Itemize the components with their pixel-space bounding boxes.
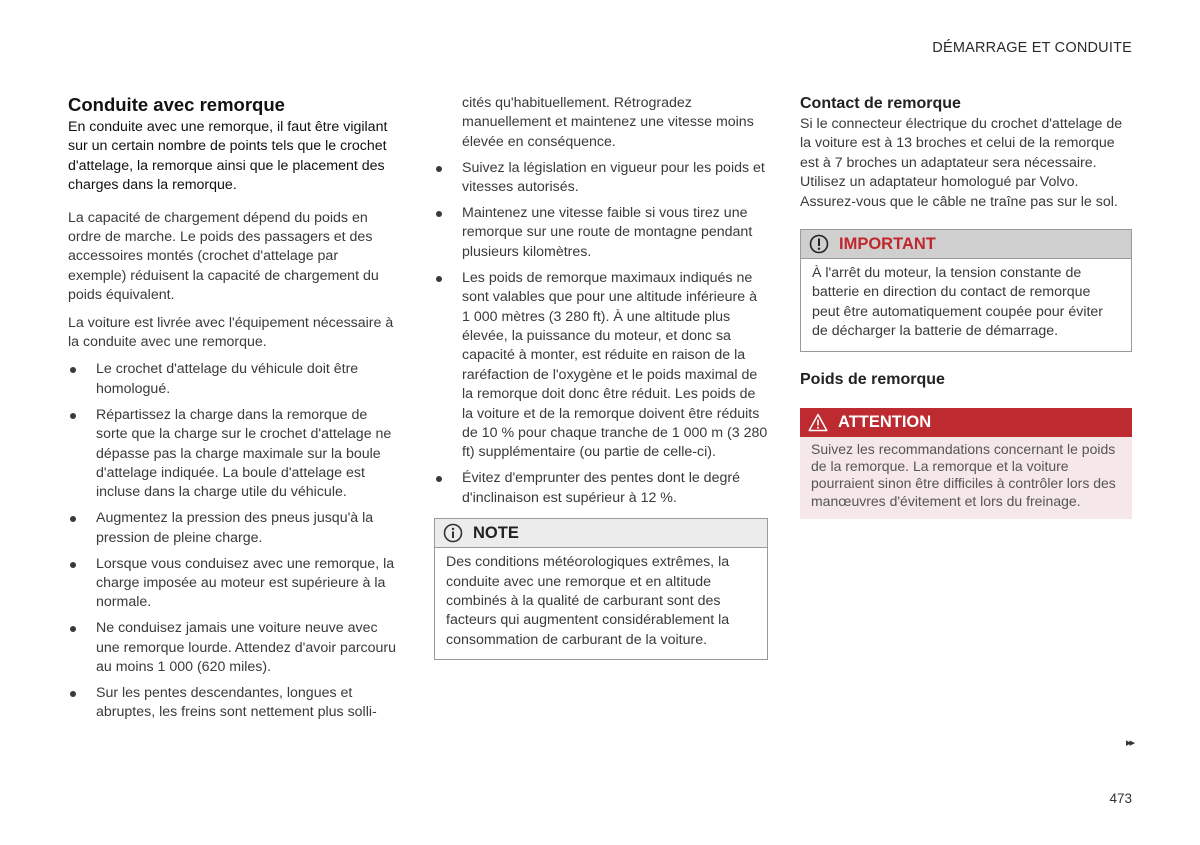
bullet-icon — [70, 626, 76, 632]
column-middle — [434, 94, 768, 660]
list-item: Lorsque vous conduisez avec une remorque, la charge imposée au moteur est supérieure à la normale. — [68, 555, 400, 613]
important-header — [801, 230, 1131, 259]
attention-text: Suivez les recommandations concernant le poids de la remorque. La remorque et la voiture pourraient sinon être difficiles à contrôler lors des manœuvres d'évitement et lors du freinage. — [811, 440, 1116, 509]
column-left — [68, 94, 400, 729]
important-box — [800, 229, 1132, 352]
section-title: Conduite avec remorque — [68, 94, 285, 115]
list-item: Le crochet d'attelage du véhicule doit être homologué. — [68, 360, 400, 399]
important-title: IMPORTANT — [839, 234, 936, 253]
list-item-continuation: cités qu'habituellement. Rétrogradez manuellement et maintenez une vitesse moins élevée en conséquence. — [462, 95, 754, 150]
bullet-icon — [70, 516, 76, 522]
note-body — [435, 548, 767, 659]
important-body — [801, 259, 1131, 351]
warning-triangle-icon — [808, 413, 828, 432]
paragraph: La capacité de chargement dépend du poids en ordre de marche. Le poids des passagers et des accessoires montés (crochet d'attelage par exemple) réduisent la capacité de chargement du poids équivalent. — [68, 209, 379, 304]
bullet-icon — [436, 166, 442, 172]
list-item: Maintenez une vitesse faible si vous tirez une remorque sur une route de montagne pendant plusieurs kilomètres. — [434, 204, 768, 262]
attention-title: ATTENTION — [838, 412, 932, 431]
bullet-icon — [70, 691, 76, 697]
note-header — [435, 519, 767, 548]
bullet-list — [68, 360, 400, 722]
list-item: Évitez d'emprunter des pentes dont le degré d'inclinaison est supérieur à 12 %. — [434, 469, 768, 508]
list-item: Ne conduisez jamais une voiture neuve avec une remorque lourde. Attendez d'avoir parcouru au moins 1 000 (620 miles). — [68, 619, 400, 677]
attention-body — [800, 437, 1132, 520]
exclamation-circle-icon — [809, 234, 829, 254]
bullet-list — [434, 159, 768, 508]
column-right — [800, 94, 1132, 519]
note-text: Des conditions météorologiques extrêmes, la conduite avec une remorque et en altitude combinés à la qualité de carburant sont des facteurs qui augmentent considérablement la consommation de carburant de la voiture. — [446, 554, 730, 648]
list-item: Augmentez la pression des pneus jusqu'à la pression de pleine charge. — [68, 509, 400, 548]
list-item: Les poids de remorque maximaux indiqués ne sont valables que pour une altitude inférieure à 1 000 mètres (3 280 ft). À une altitude plus élevée, la puissance du moteur, et donc sa capacité à monter, est réduite en raison de la raréfaction de l'oxygène et le poids maximal de la remorque doit donc être réduit. Les poids de la voiture et de la remorque doivent être réduits de 10 % pour chaque tranche de 1 000 m (3 280 ft) supplémentaire (ou partie de celle-ci). — [434, 269, 768, 463]
bullet-icon — [436, 211, 442, 217]
bullet-icon — [436, 276, 442, 282]
info-icon — [443, 523, 463, 543]
list-item: Répartissez la charge dans la remorque de sorte que la charge sur le crochet d'attelage ne dépasse pas la charge maximale sur la boule d'attelage indiquée. La boule d'attelage est incluse dans la charge utile du véhicule. — [68, 406, 400, 503]
contact-heading: Contact de remorque — [800, 95, 961, 112]
note-box — [434, 518, 768, 660]
page-number: 473 — [1109, 791, 1132, 806]
list-item: Suivez la législation en vigueur pour les poids et vitesses autorisés. — [434, 159, 768, 198]
paragraph: La voiture est livrée avec l'équipement nécessaire à la conduite avec une remorque. — [68, 314, 394, 351]
important-text: À l'arrêt du moteur, la tension constante de batterie en direction du contact de remorque peut être automatiquement coupée pour éviter de décharger la batterie de démarrage. — [812, 265, 1104, 340]
contact-paragraph: Si le connecteur électrique du crochet d'attelage de la voiture est à 13 broches et celui de la remorque est à 7 broches un adaptateur sera nécessaire. Utilisez un adaptateur homologué par Volvo. Assurez-vous que le câble ne traîne pas sur le sol. — [800, 116, 1123, 210]
next-page-indicator: ▸▸ — [1125, 737, 1133, 749]
bullet-icon — [436, 476, 442, 482]
list-item: Sur les pentes descendantes, longues et abruptes, les freins sont nettement plus solli- — [68, 684, 400, 723]
attention-box — [800, 408, 1132, 520]
note-title: NOTE — [473, 523, 519, 542]
bullet-icon — [70, 562, 76, 568]
lead-paragraph: En conduite avec une remorque, il faut être vigilant sur un certain nombre de points tels que le crochet d'attelage, la remorque ainsi que le placement des charges dans la remorque. — [68, 119, 388, 194]
section-header: DÉMARRAGE ET CONDUITE — [932, 40, 1132, 56]
attention-header — [800, 408, 1132, 437]
bullet-icon — [70, 367, 76, 373]
weight-heading: Poids de remorque — [800, 370, 945, 388]
bullet-icon — [70, 413, 76, 419]
